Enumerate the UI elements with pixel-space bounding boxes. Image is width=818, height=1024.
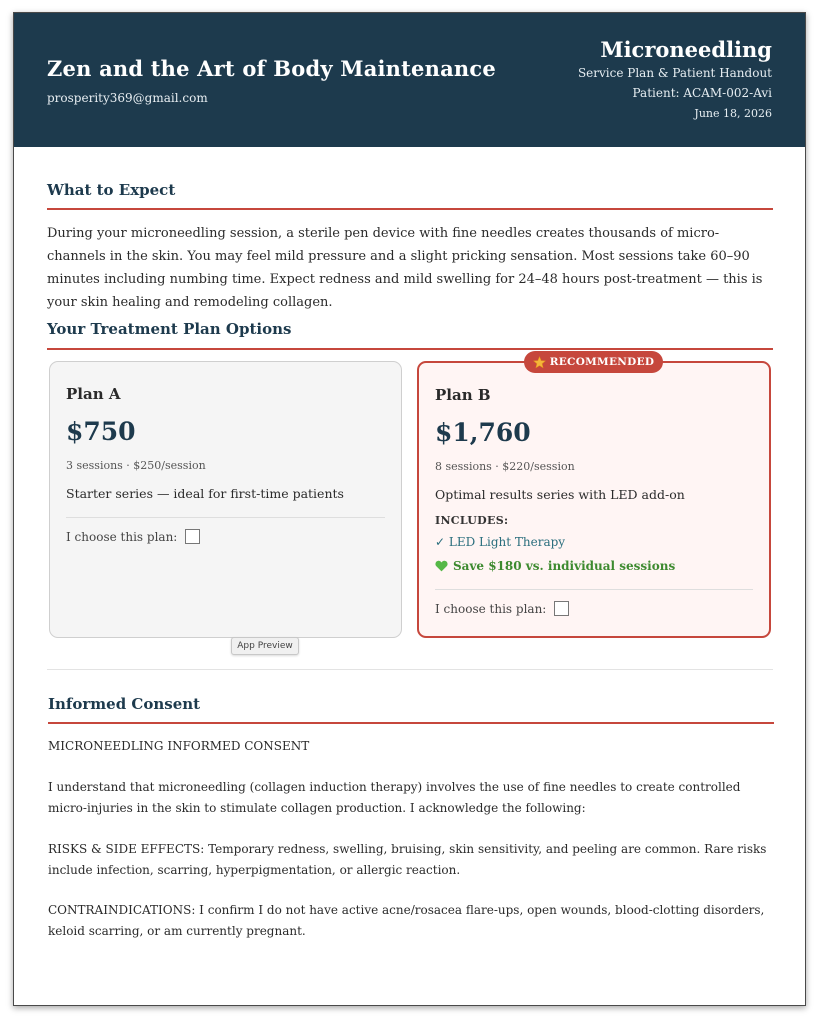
plan-a-choose-label: I choose this plan: — [66, 529, 178, 544]
green-heart-icon — [435, 560, 448, 572]
document-title: Microneedling — [600, 37, 772, 62]
plan-b-choose — [435, 601, 569, 616]
document-date: June 18, 2026 — [694, 107, 772, 120]
section-divider — [48, 722, 774, 724]
star-icon — [533, 356, 546, 369]
recommended-badge — [524, 351, 663, 373]
plan-a-price: $750 — [66, 417, 136, 446]
plan-b-price: $1,760 — [435, 418, 531, 447]
consent-risks: RISKS & SIDE EFFECTS: Temporary redness, swelling, bruising, skin sensitivity, and peeling are common. Rare risks include infection, scarring, hyperpigmentation, or allergic reaction. — [48, 842, 767, 877]
plan-b-include-item: ✓ LED Light Therapy — [435, 535, 566, 549]
section-divider — [47, 208, 773, 210]
plan-b-checkbox[interactable] — [554, 601, 569, 616]
plan-b-card[interactable] — [417, 361, 771, 638]
recommended-badge-label: RECOMMENDED — [549, 356, 655, 368]
section-divider — [47, 348, 773, 350]
plans-title: Your Treatment Plan Options — [47, 320, 292, 338]
plan-b-savings-text: Save $180 vs. individual sessions — [453, 559, 676, 573]
plan-a-card[interactable] — [49, 361, 402, 638]
plan-b-name: Plan B — [435, 386, 491, 404]
plan-a-choose — [66, 529, 200, 544]
plan-b-savings — [435, 559, 675, 573]
plan-b-includes-label: INCLUDES: — [435, 514, 509, 527]
what-to-expect-body: During your microneedling session, a sterile pen device with fine needles creates thousands of micro-channels in the skin. You may feel mild pressure and a slight pricking sensation. Most sessions take 60–90 minutes including numbing time. Expect redness and mild swelling for 24–48 hours post-treatment — this is your skin healing and remodeling collagen. — [47, 226, 763, 310]
plan-b-sessions: 8 sessions · $220/session — [435, 460, 575, 473]
consent-intro: I understand that microneedling (collagen induction therapy) involves the use of fine needles to create controlled micro-injuries in the skin to stimulate collagen production. I acknowledge the following: — [48, 780, 741, 815]
plan-a-name: Plan A — [66, 385, 121, 403]
document-sheet — [13, 12, 806, 1006]
consent-heading: MICRONEEDLING INFORMED CONSENT — [48, 739, 310, 753]
document-subtitle: Service Plan & Patient Handout — [577, 66, 772, 80]
plan-a-description: Starter series — ideal for first-time patients — [66, 486, 344, 501]
patient-id: Patient: ACAM-002-Avi — [632, 86, 772, 100]
business-email: prosperity369@gmail.com — [47, 91, 208, 105]
section-separator — [47, 669, 773, 670]
plan-b-description: Optimal results series with LED add-on — [435, 487, 685, 502]
consent-contraindications: CONTRAINDICATIONS: I confirm I do not have active acne/rosacea flare-ups, open wounds, blood-clotting disorders, keloid scarring, or am currently pregnant. — [48, 903, 765, 938]
document-info — [578, 37, 772, 120]
consent-title: Informed Consent — [48, 695, 201, 713]
header — [14, 13, 805, 147]
what-to-expect-title: What to Expect — [47, 181, 176, 199]
app-preview-button[interactable]: App Preview — [231, 637, 299, 655]
plan-a-divider — [66, 517, 385, 518]
business-name: Zen and the Art of Body Maintenance — [47, 56, 496, 81]
plan-a-sessions: 3 sessions · $250/session — [66, 459, 206, 472]
plan-b-choose-label: I choose this plan: — [435, 601, 547, 616]
plan-a-checkbox[interactable] — [185, 529, 200, 544]
plan-b-divider — [435, 589, 753, 590]
